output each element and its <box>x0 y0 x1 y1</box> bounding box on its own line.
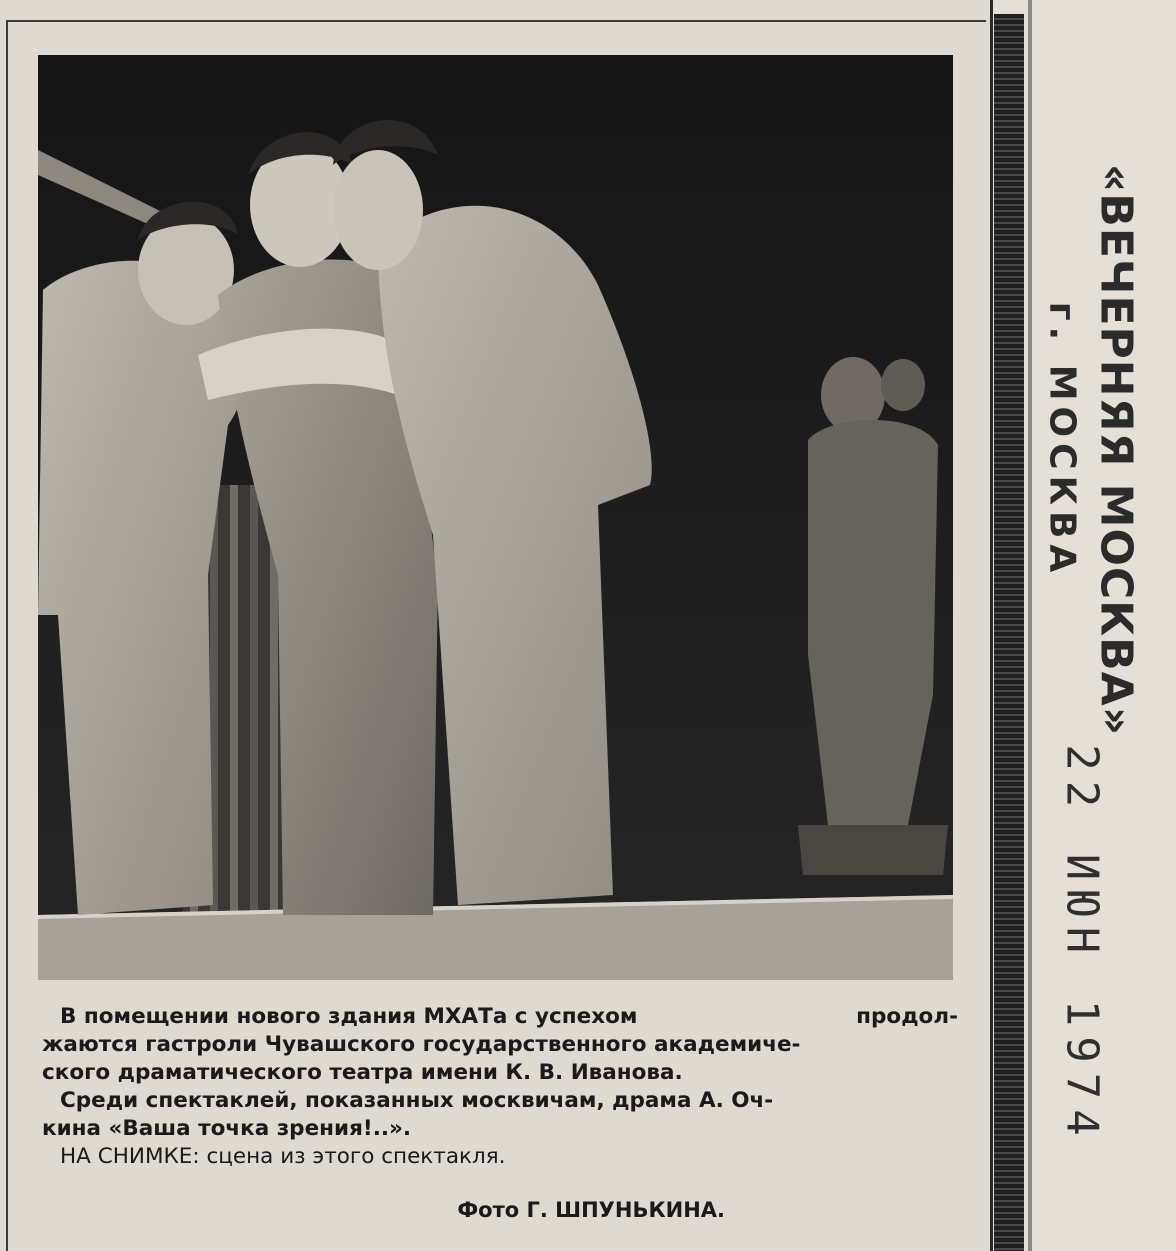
stage-photo <box>38 55 953 980</box>
clipping-frame-bar <box>994 14 1024 1251</box>
stage-scene-illustration <box>38 55 953 980</box>
caption-line <box>42 1003 958 1031</box>
caption-line: жаются гастроли Чувашского государственного академиче- <box>42 1032 801 1057</box>
caption-line: НА СНИМКЕ: сцена из этого спектакля. <box>60 1144 506 1169</box>
newspaper-stamp-city: г. МОСКВА <box>1041 301 1083 579</box>
clipping-frame-line <box>1028 0 1032 1251</box>
clipping-top-border <box>6 20 986 22</box>
clipping-left-border <box>6 20 8 1251</box>
caption-line: кина «Ваша точка зрения!..». <box>42 1116 412 1141</box>
newspaper-stamp-date: 22 ИЮН 1974 <box>1056 744 1108 1146</box>
caption-line: Среди спектаклей, показанных москвичам, драма А. Оч- <box>60 1088 774 1113</box>
photo-credit: Фото Г. ШПУНЬКИНА. <box>457 1198 725 1222</box>
caption-line: ского драматического театра имени К. В. Иванова. <box>42 1060 683 1085</box>
photo-caption <box>42 1003 958 1171</box>
newspaper-stamp-title: «ВЕЧЕРНЯЯ МОСКВА» <box>1090 163 1142 737</box>
caption-text: В помещении нового здания МХАТа с успехом <box>60 1004 638 1029</box>
caption-text: продол- <box>856 1004 958 1029</box>
